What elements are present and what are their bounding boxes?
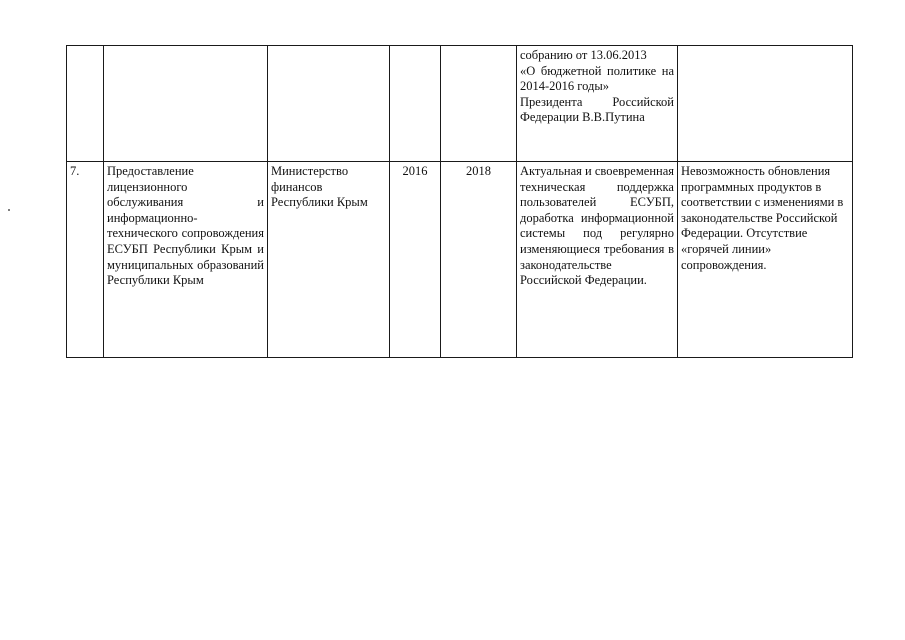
cell-result: Актуальная и своевременная техническая поддержка пользователей ЕСУБП, доработка информационной системы под регулярно изменяющиеся требования в законодательстве Российской Федерации. bbox=[517, 162, 678, 358]
cell-start-year bbox=[390, 46, 441, 162]
cell-executor: Министерство финансов Республики Крым bbox=[268, 162, 390, 358]
cell-result: собранию от 13.06.2013 «О бюджетной политике на 2014-2016 годы» Президента Российской Федерации В.В.Путина bbox=[517, 46, 678, 162]
cell-executor bbox=[268, 46, 390, 162]
cell-consequences: Невозможность обновления программных продуктов в соответствии с изменениями в законодательстве Российской Федерации. Отсутствие «горячей линии» сопровождения. bbox=[678, 162, 853, 358]
cell-name: Предоставление лицензионного обслуживания и информационно-технического сопровождения ЕСУБП Республики Крым и муниципальных образований Республики Крым bbox=[104, 162, 268, 358]
cell-start-year: 2016 bbox=[390, 162, 441, 358]
table-row-continuation bbox=[67, 46, 853, 162]
cell-end-year bbox=[441, 46, 517, 162]
measures-table bbox=[66, 45, 853, 358]
cell-consequences bbox=[678, 46, 853, 162]
cell-end-year: 2018 bbox=[441, 162, 517, 358]
table-row-7 bbox=[67, 162, 853, 358]
cell-number: 7. bbox=[67, 162, 104, 358]
cell-name bbox=[104, 46, 268, 162]
scan-speck bbox=[8, 209, 10, 211]
cell-number bbox=[67, 46, 104, 162]
